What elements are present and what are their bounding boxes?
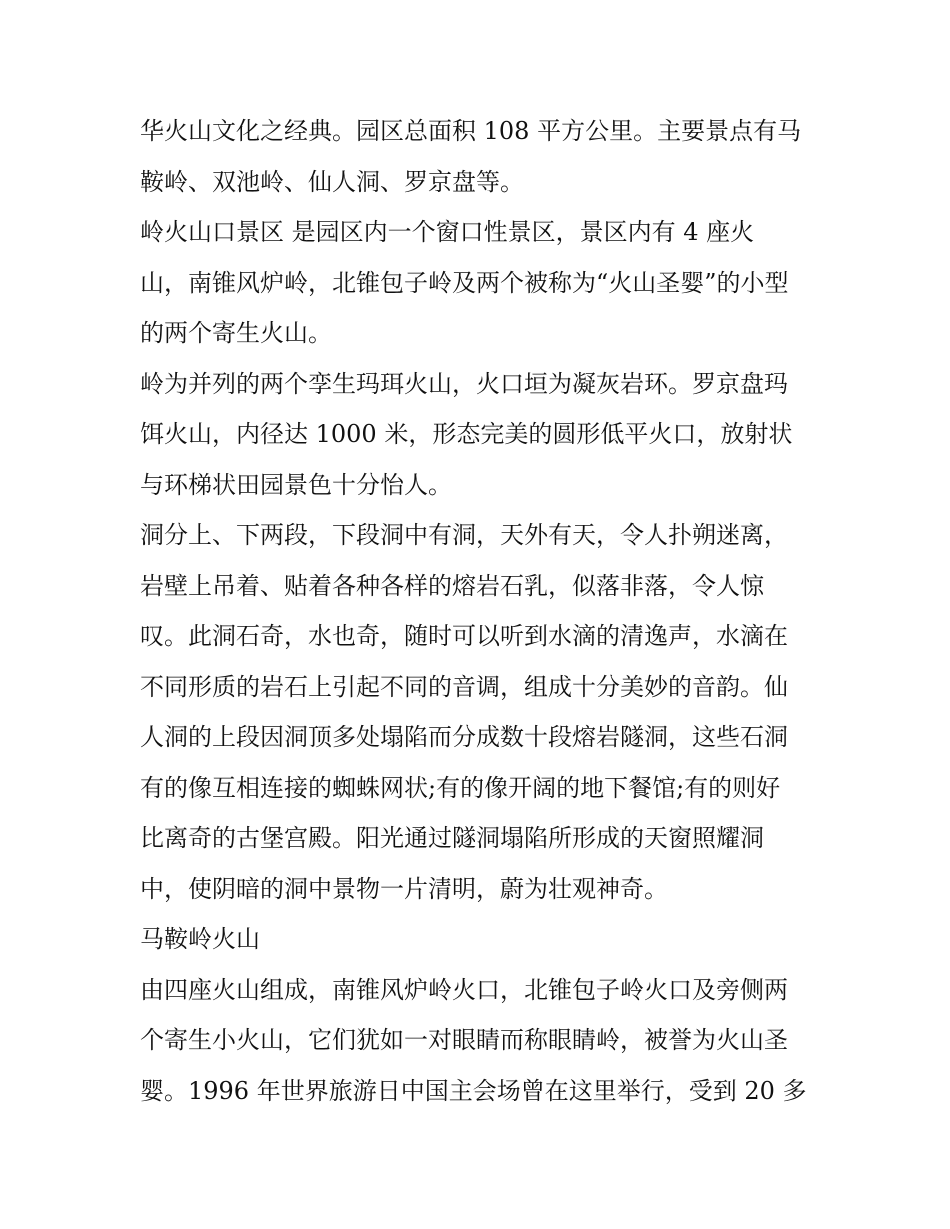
text-line: 岭火山口景区 是园区内一个窗口性景区，景区内有 4 座火: [140, 218, 755, 246]
text-line: 的两个寄生火山。: [140, 319, 332, 347]
text-line: 叹。此洞石奇，水也奇，随时可以听到水滴的清逸声，水滴在: [140, 622, 788, 650]
text-line: 由四座火山组成，南锥风炉岭火口，北锥包子岭火口及旁侧两: [140, 975, 788, 1004]
text-line: 个寄生小火山，它们犹如一对眼睛而称眼睛岭，被誉为火山圣: [140, 1026, 788, 1054]
section-heading: 马鞍岭火山: [140, 925, 260, 953]
text-line: 婴。1996 年世界旅游日中国主会场曾在这里举行，受到 20 多: [140, 1076, 807, 1105]
text-line: 比离奇的古堡宫殿。阳光通过隧洞塌陷所形成的天窗照耀洞: [140, 824, 764, 852]
text-line: 饵火山，内径达 1000 米，形态完美的圆形低平火口，放射状: [140, 420, 793, 448]
text-line: 与环梯状田园景色十分怡人。: [140, 470, 452, 499]
text-line: 华火山文化之经典。园区总面积 108 平方公里。主要景点有马: [140, 117, 802, 145]
text-line: 山，南锥风炉岭，北锥包子岭及两个被称为“火山圣婴”的小型: [140, 268, 789, 297]
text-line: 岭为并列的两个孪生玛珥火山，火口垣为凝灰岩环。罗京盘玛: [140, 369, 788, 398]
text-line: 不同形质的岩石上引起不同的音调，组成十分美妙的音韵。仙: [140, 672, 788, 701]
text-line: 洞分上、下两段，下段洞中有洞，天外有天，令人扑朔迷离，: [140, 521, 788, 549]
text-line: 人洞的上段因洞顶多处塌陷而分成数十段熔岩隧洞，这些石洞: [140, 723, 788, 751]
text-line: 有的像互相连接的蜘蛛网状;有的像开阔的地下餐馆;有的则好: [140, 773, 781, 802]
document-body: [140, 106, 820, 1116]
text-line: 中，使阴暗的洞中景物一片清明，蔚为壮观神奇。: [140, 874, 668, 903]
text-line: 岩壁上吊着、贴着各种各样的熔岩石乳，似落非落，令人惊: [140, 571, 764, 600]
text-line: 鞍岭、双池岭、仙人洞、罗京盘等。: [140, 167, 524, 196]
